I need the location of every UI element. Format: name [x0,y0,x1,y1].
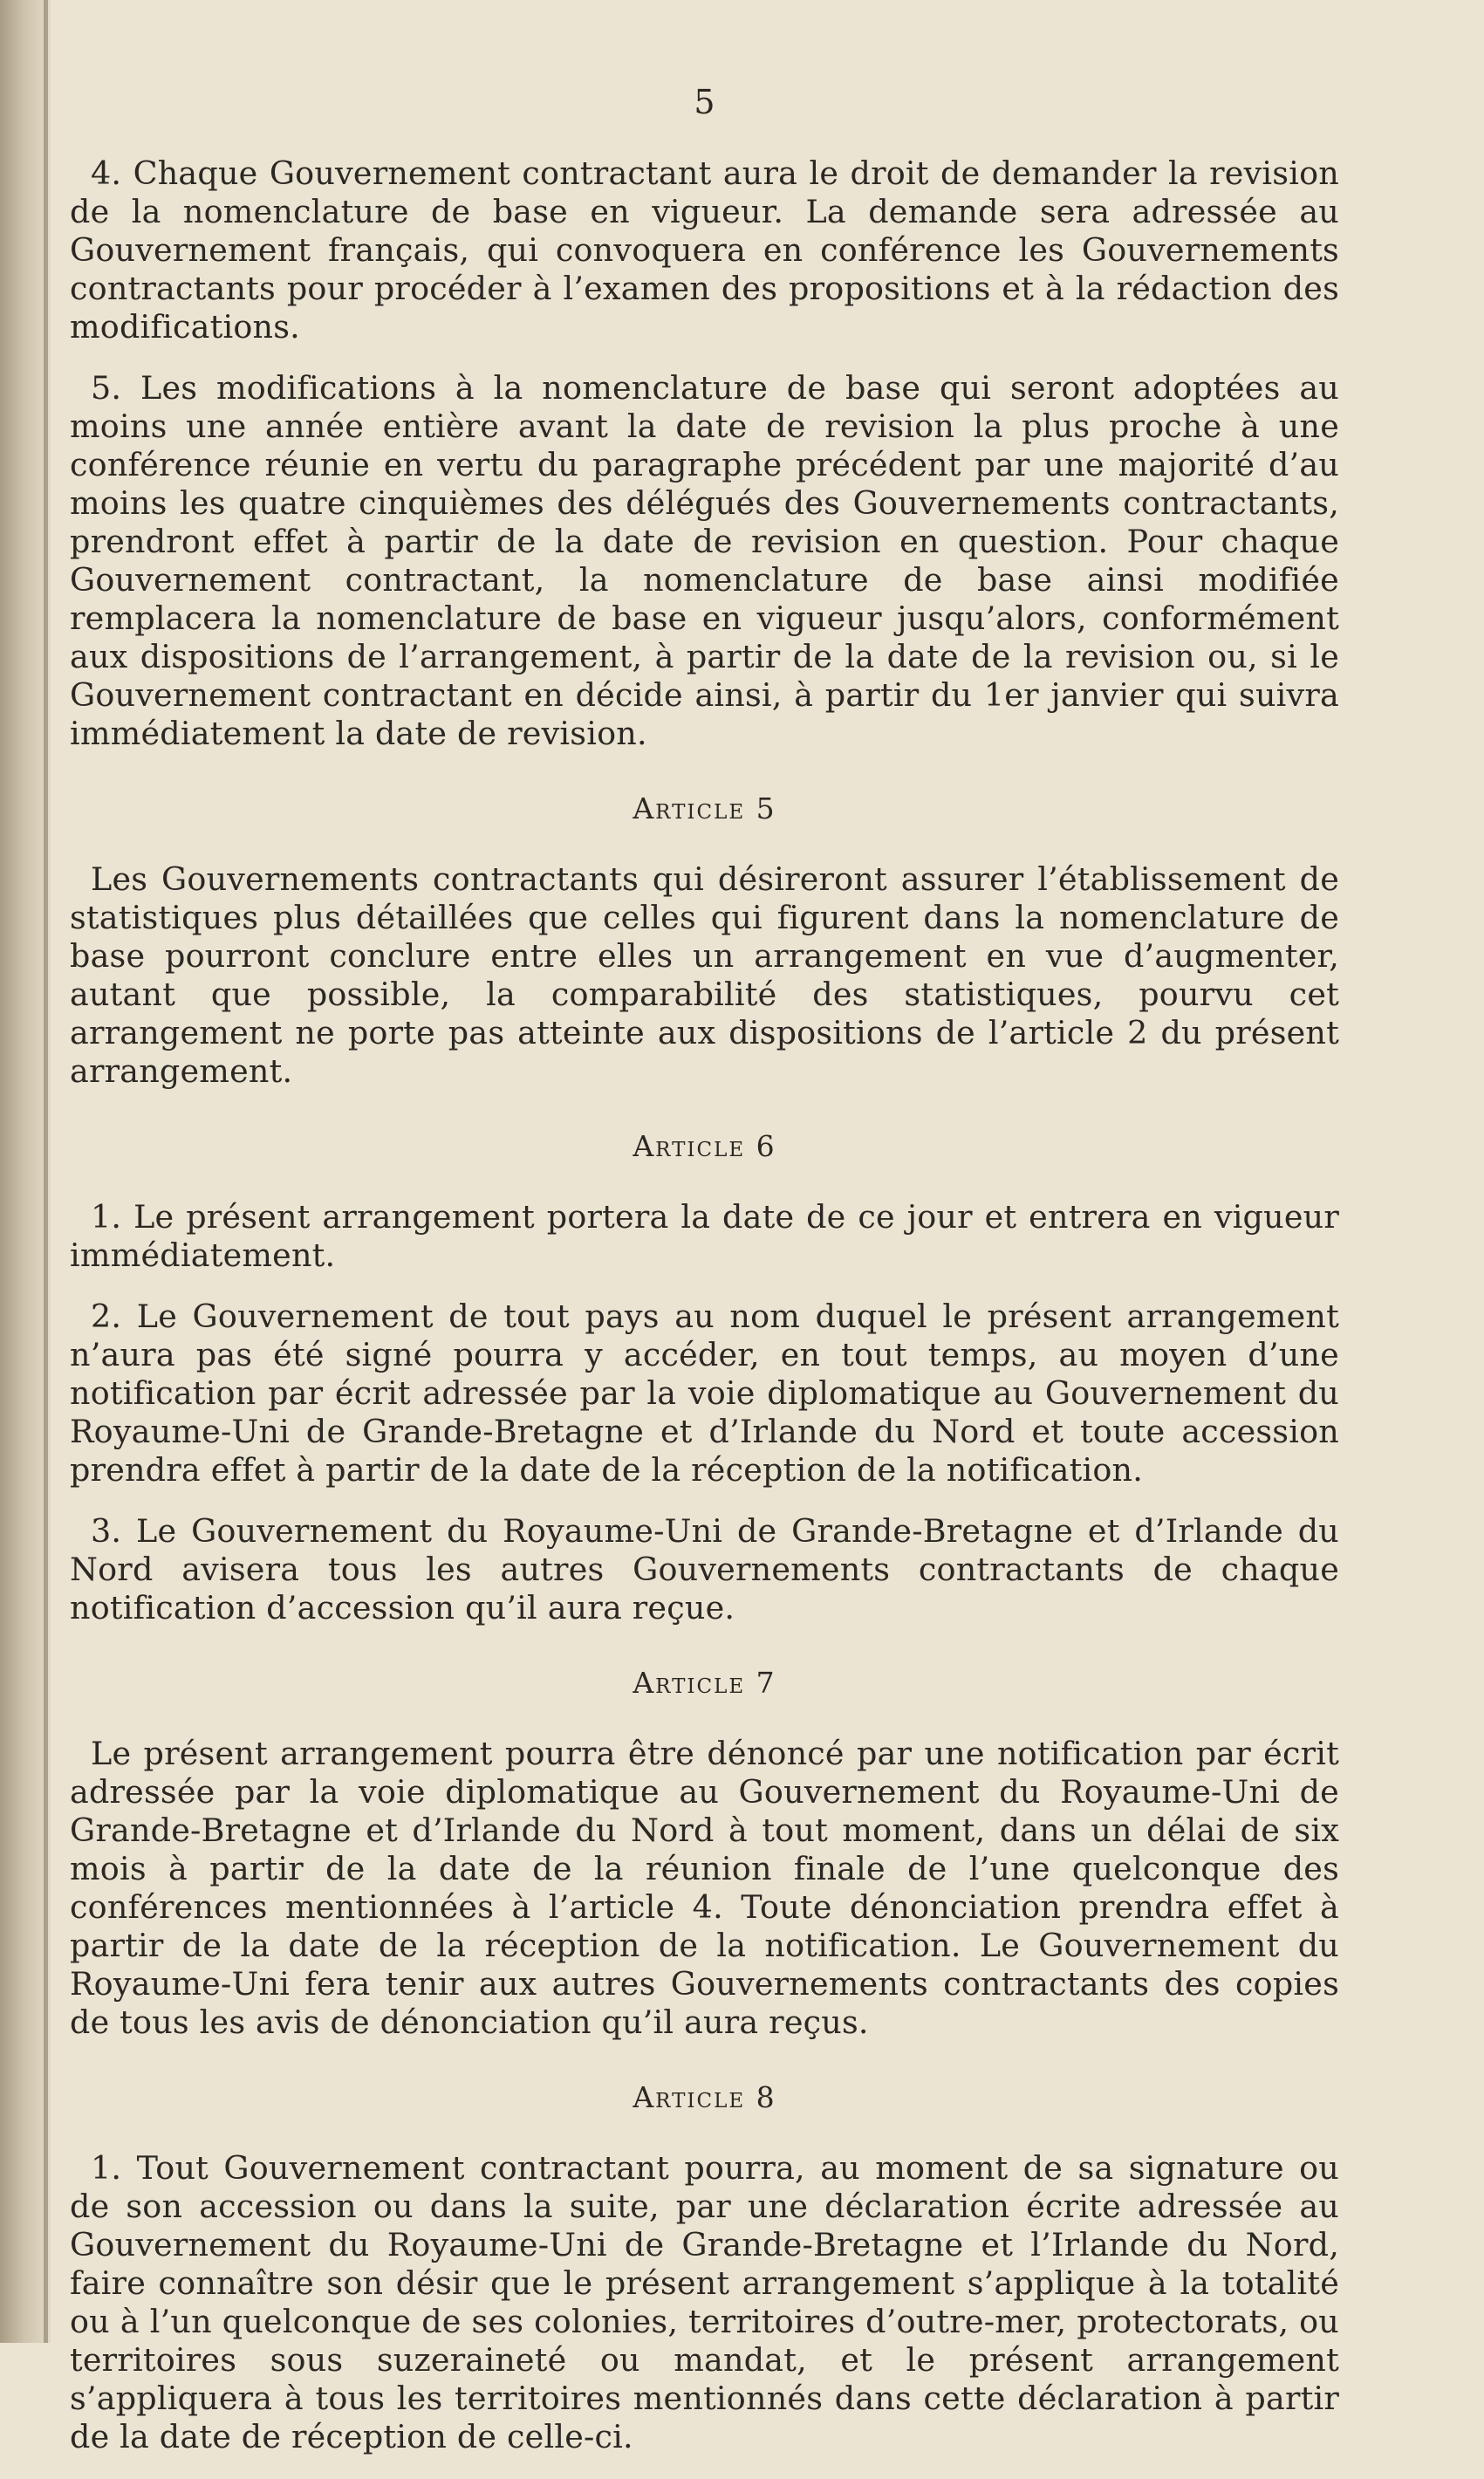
article4-paragraph-4: 4. Chaque Gouvernement contractant aura le droit de demander la revision de la nomenclature de base en vigueur. La demande sera adressée au Gouvernement français, qui convoquera en conférence les Gouvernements contractants pour procéder à l’examen des propositions et à la rédaction des modifications. [70,154,1339,346]
article7-paragraph: Le présent arrangement pourra être dénoncé par une notification par écrit adressée par la voie diplomatique au Gouvernement du Royaume-Uni de Grande-Bretagne et d’Irlande du Nord à tout moment, dans un délai de six mois à partir de la date de la réunion finale de l’une quelconque des conférences mentionnées à l’article 4. Toute dénonciation prendra effet à partir de la date de la réception de la notification. Le Gouvernement du Royaume-Uni fera tenir aux autres Gouvernements contractants des copies de tous les avis de dénonciation qu’il aura reçus. [70,1735,1339,2041]
page-number: 5 [694,83,715,121]
article8-paragraph-1: 1. Tout Gouvernement contractant pourra, au moment de sa signature ou de son accession ou dans la suite, par une déclaration écrite adressée au Gouvernement du Royaume-Uni de Grande-Bretagne et l’Irlande du Nord, faire connaître son désir que le présent arrangement s’applique à la totalité ou à l’un quelconque de ses colonies, territoires d’outre-mer, protectorats, ou territoires sous suzeraineté ou mandat, et le présent arrangement s’appliquera à tous les territoires mentionnés dans cette déclaration à partir de la date de réception de celle-ci. [70,2149,1339,2455]
article5-heading: Article 5 [633,791,776,825]
article6-paragraph-1: 1. Le présent arrangement portera la date de ce jour et entrera en vigueur immédiatement. [70,1198,1339,1274]
article6-paragraph-3: 3. Le Gouvernement du Royaume-Uni de Grande-Bretagne et d’Irlande du Nord avisera tous les autres Gouvernements contractants de chaque notification d’accession qu’il aura reçue. [70,1512,1339,1626]
article5-paragraph: Les Gouvernements contractants qui désireront assurer l’établissement de statistiques plus détaillées que celles qui figurent dans la nomenclature de base pourront conclure entre elles un arrangement en vue d’augmenter, autant que possible, la comparabilité des statistiques, pourvu cet arrangement ne porte pas atteinte aux dispositions de l’article 2 du présent arrangement. [70,860,1339,1090]
article6-paragraph-2: 2. Le Gouvernement de tout pays au nom duquel le présent arrangement n’aura pas été signé pourra y accéder, en tout temps, au moyen d’une notification par écrit adressée par la voie diplomatique au Gouvernement du Royaume-Uni de Grande-Bretagne et d’Irlande du Nord et toute accession prendra effet à partir de la date de la réception de la notification. [70,1298,1339,1489]
article4-paragraph-5: 5. Les modifications à la nomenclature de base qui seront adoptées au moins une année entière avant la date de revision la plus proche à une conférence réunie en vertu du paragraphe précédent par une majorité d’au moins les quatre cinquièmes des délégués des Gouvernements contractants, prendront effet à partir de la date de revision en question. Pour chaque Gouvernement contractant, la nomenclature de base ainsi modifiée remplacera la nomenclature de base en vigueur jusqu’alors, conformément aux dispositions de l’arrangement, à partir de la date de la revision ou, si le Gouvernement contractant en décide ainsi, à partir du 1er janvier qui suivra immédiatement la date de revision. [70,369,1339,752]
article7-heading: Article 7 [633,1666,776,1700]
page-content [70,83,1339,2479]
binding-rule [44,0,48,2343]
article8-heading: Article 8 [633,2080,776,2114]
article6-heading: Article 6 [633,1129,776,1163]
